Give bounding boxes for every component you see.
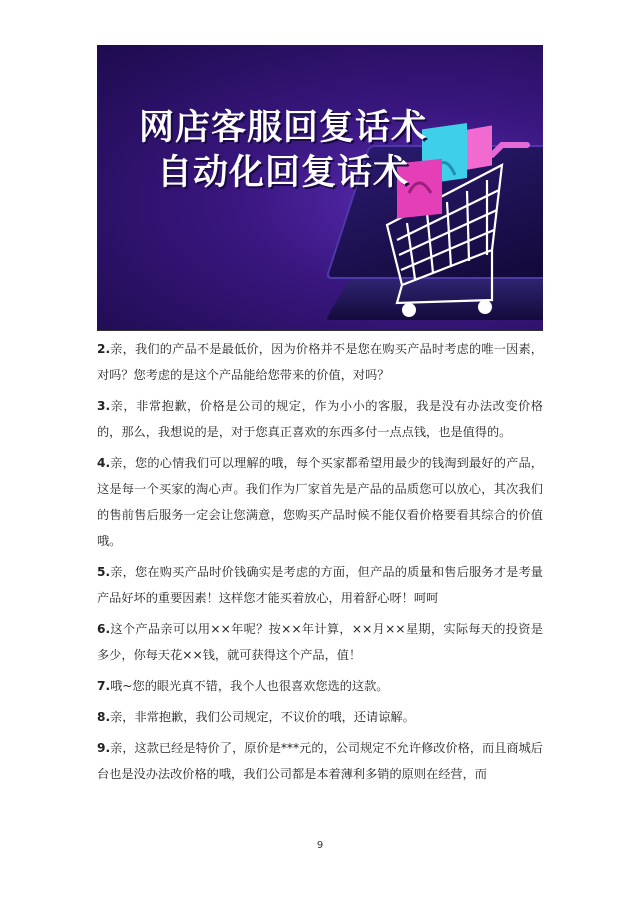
article-body — [97, 336, 543, 792]
paragraph-2: 2.亲，我们的产品不是最低价，因为价格并不是您在购买产品时考虑的唯一因素，对吗？您考虑的是这个产品能给您带来的价值，对吗？ — [97, 342, 543, 382]
banner-image — [97, 45, 543, 330]
divider — [97, 330, 543, 331]
page-number: 9 — [316, 840, 324, 851]
banner-title-line2: 自动化回复话术 — [156, 153, 409, 193]
paragraph-7: 7.哦~您的眼光真不错，我个人也很喜欢您选的这款。 — [97, 679, 389, 693]
paragraph-9: 9.亲，这款已经是特价了，原价是***元的，公司规定不允许修改价格，而且商城后台也是没办法改价格的哦，我们公司都是本着薄利多销的原则在经营，而 — [97, 741, 543, 781]
paragraph-8: 8.亲，非常抱歉，我们公司规定，不议价的哦，还请谅解。 — [97, 710, 415, 724]
paragraph-3: 3.亲，非常抱歉，价格是公司的规定，作为小小的客服，我是没有办法改变价格的，那么，我想说的是，对于您真正喜欢的东西多付一点点钱，也是值得的。 — [97, 399, 543, 439]
banner-title-line1: 网店客服回复话术 — [138, 108, 427, 148]
paragraph-5: 5.亲，您在购买产品时价钱确实是考虑的方面，但产品的质量和售后服务才是考量产品好坏的重要因素！这样您才能买着放心，用着舒心呀！呵呵 — [97, 565, 543, 605]
paragraph-6: 6.这个产品亲可以用××年呢？按××年计算，××月××星期，实际每天的投资是多少，你每天花××钱，就可获得这个产品，值！ — [97, 622, 543, 662]
paragraph-4: 4.亲，您的心情我们可以理解的哦，每个买家都希望用最少的钱淘到最好的产品，这是每一个买家的淘心声。我们作为厂家首先是产品的品质您可以放心，其次我们的售前售后服务一定会让您满意，您购买产品时候不能仅看价格要看其综合的价值哦。 — [97, 456, 543, 548]
